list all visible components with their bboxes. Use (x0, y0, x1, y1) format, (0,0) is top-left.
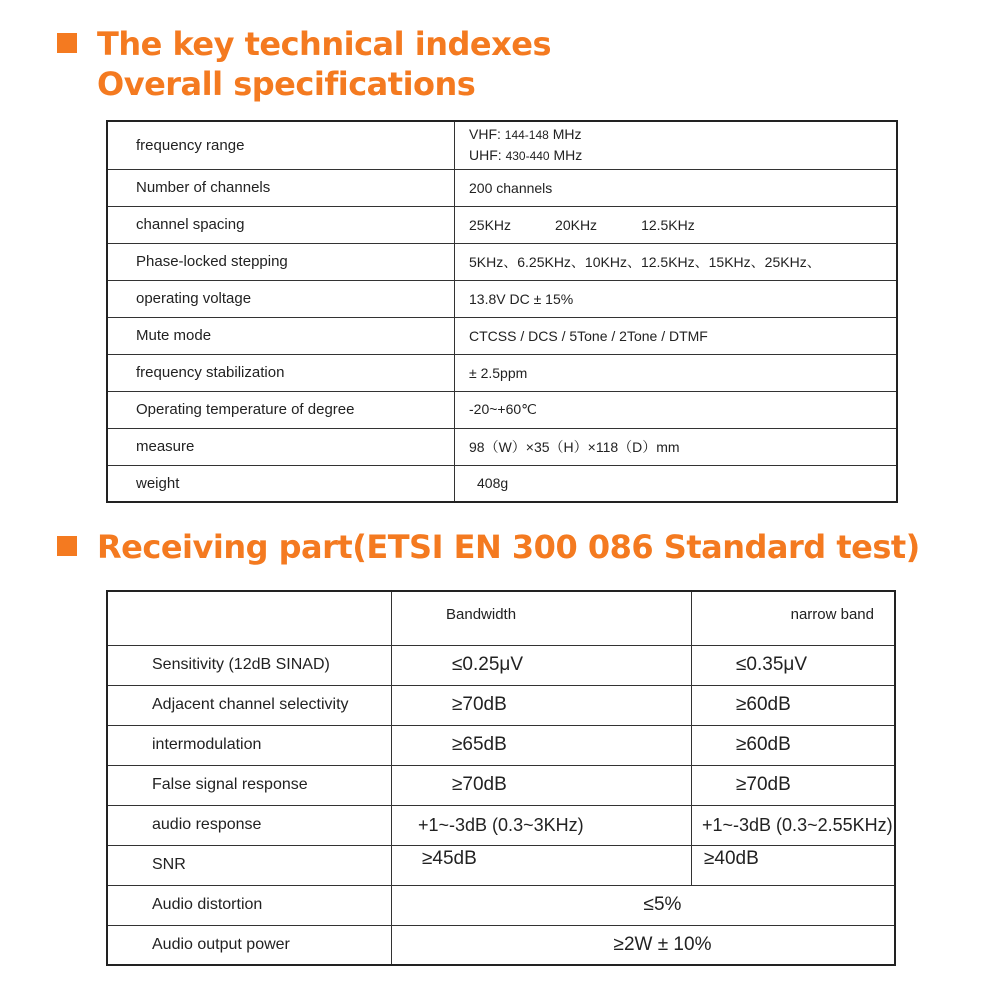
uhf-prefix: UHF: (469, 147, 502, 164)
spec-label: frequency range (107, 121, 455, 169)
spec-value-frequency-range (455, 121, 898, 169)
spec-label: channel spacing (107, 206, 455, 243)
spec-label: frequency stabilization (107, 354, 455, 391)
spacing-value: 20KHz (555, 216, 598, 233)
orange-square-bullet-icon (57, 536, 77, 556)
table-row (107, 685, 895, 725)
table-header-row (107, 591, 895, 645)
vhf-value: 144-148 (504, 128, 549, 143)
row-label: False signal response (107, 765, 392, 805)
uhf-value: 430-440 (505, 149, 550, 164)
spec-value: 5KHz、6.25KHz、10KHz、12.5KHz、15KHz、25KHz、 (455, 243, 898, 280)
heading-receiving-part: Receiving part(ETSI EN 300 086 Standard test) (97, 528, 920, 566)
spacing-value: 12.5KHz (641, 216, 695, 233)
table-row (107, 805, 895, 845)
table-row (107, 354, 897, 391)
table-row (107, 317, 897, 354)
spacing-value: 25KHz (469, 216, 512, 233)
wide-value: ≥70dB (392, 685, 692, 725)
row-label: audio response (107, 805, 392, 845)
table-row (107, 765, 895, 805)
table-row (107, 645, 895, 685)
spec-value-channel-spacing (455, 206, 898, 243)
spec-value: 408g (455, 465, 898, 502)
table-row (107, 391, 897, 428)
merged-value: ≥2W ± 10% (392, 925, 896, 965)
table-row (107, 243, 897, 280)
vhf-unit: MHz (552, 126, 582, 143)
spec-label: operating voltage (107, 280, 455, 317)
wide-value: ≥65dB (392, 725, 692, 765)
spec-value: ± 2.5ppm (455, 354, 898, 391)
section-heading-receiving (57, 527, 920, 567)
merged-value: ≤5% (392, 885, 896, 925)
spec-label: measure (107, 428, 455, 465)
orange-square-bullet-icon (57, 33, 77, 53)
spec-value: 200 channels (455, 169, 898, 206)
wide-value: ≥45dB (392, 845, 692, 885)
table-row (107, 206, 897, 243)
spec-label: Mute mode (107, 317, 455, 354)
table-row (107, 845, 895, 885)
table-row (107, 465, 897, 502)
column-header-narrow-band: narrow band (692, 591, 896, 645)
spec-value: 13.8V DC ± 15% (455, 280, 898, 317)
spec-label: Operating temperature of degree (107, 391, 455, 428)
row-label: Sensitivity (12dB SINAD) (107, 645, 392, 685)
narrow-value: ≥70dB (692, 765, 896, 805)
column-header-bandwidth: Bandwidth (392, 591, 692, 645)
narrow-value: ≤0.35μV (692, 645, 896, 685)
spec-value: -20~+60℃ (455, 391, 898, 428)
receiving-part-table (106, 590, 896, 966)
heading-key-technical-indexes: The key technical indexes (97, 25, 551, 63)
wide-value: ≤0.25μV (392, 645, 692, 685)
narrow-value: ≥60dB (692, 725, 896, 765)
row-label: Adjacent channel selectivity (107, 685, 392, 725)
row-label: SNR (107, 845, 392, 885)
row-label: Audio output power (107, 925, 392, 965)
spec-label: weight (107, 465, 455, 502)
overall-specifications-table (106, 120, 898, 503)
narrow-value: ≥60dB (692, 685, 896, 725)
uhf-unit: MHz (553, 147, 583, 164)
table-row (107, 885, 895, 925)
spec-label: Phase-locked stepping (107, 243, 455, 280)
row-label: intermodulation (107, 725, 392, 765)
narrow-value: +1~-3dB (0.3~2.55KHz) (692, 805, 896, 845)
spec-value: CTCSS / DCS / 5Tone / 2Tone / DTMF (455, 317, 898, 354)
table-row (107, 121, 897, 169)
spec-value: 98（W）×35（H）×118（D）mm (455, 428, 898, 465)
empty-header-cell (107, 591, 392, 645)
vhf-prefix: VHF: (469, 126, 501, 143)
wide-value: ≥70dB (392, 765, 692, 805)
table-row (107, 725, 895, 765)
wide-value: +1~-3dB (0.3~3KHz) (392, 805, 692, 845)
narrow-value: ≥40dB (692, 845, 896, 885)
table-row (107, 925, 895, 965)
table-row (107, 280, 897, 317)
spec-label: Number of channels (107, 169, 455, 206)
section-heading-overall (57, 24, 551, 104)
table-row (107, 428, 897, 465)
heading-overall-specifications: Overall specifications (97, 65, 476, 103)
row-label: Audio distortion (107, 885, 392, 925)
table-row (107, 169, 897, 206)
